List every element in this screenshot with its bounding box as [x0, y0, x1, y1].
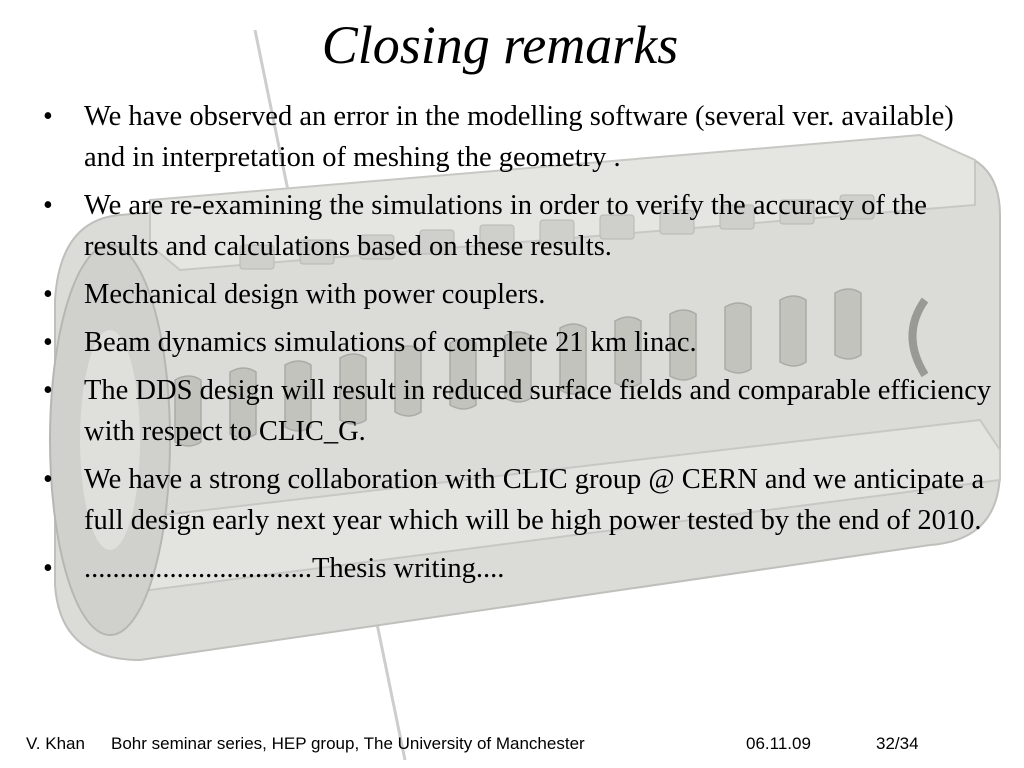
- bullet-glyph: •: [43, 553, 53, 584]
- slide-title: Closing remarks: [321, 15, 679, 75]
- bullet-text: The DDS design will result in reduced surface fields and comparable efficiency with respect to CLIC_G.: [84, 375, 992, 447]
- footer-page-number: 32/34: [876, 734, 919, 753]
- bullet-text: We have a strong collaboration with CLIC group @ CERN and we anticipate a full design early next year which will be high power tested by the end of 2010.: [84, 464, 985, 536]
- bullet-list: [40, 96, 1000, 596]
- bullet-item: [40, 322, 1000, 363]
- bullet-glyph: •: [43, 101, 53, 132]
- bullet-item: [40, 548, 1000, 589]
- bullet-text: We are re-examining the simulations in order to verify the accuracy of the results and calculations based on these results.: [84, 190, 927, 262]
- bullet-glyph: •: [43, 464, 53, 495]
- bullet-item: [40, 96, 1000, 178]
- bullet-item: [40, 185, 1000, 267]
- bullet-glyph: •: [43, 375, 53, 406]
- bullet-text: We have observed an error in the modelling software (several ver. available) and in interpretation of meshing the geometry .: [84, 101, 954, 173]
- footer-date: 06.11.09: [746, 734, 811, 753]
- bullet-text: ................................Thesis writing....: [84, 553, 505, 584]
- bullet-item: [40, 370, 1000, 452]
- bullet-item: [40, 459, 1000, 541]
- bullet-text: Mechanical design with power couplers.: [84, 279, 546, 310]
- slide-footer: [0, 734, 1024, 760]
- bullet-text: Beam dynamics simulations of complete 21 km linac.: [84, 327, 697, 358]
- footer-series: Bohr seminar series, HEP group, The University of Manchester: [111, 734, 585, 753]
- footer-author: V. Khan: [26, 734, 85, 753]
- bullet-item: [40, 274, 1000, 315]
- bullet-glyph: •: [43, 279, 53, 310]
- bullet-glyph: •: [43, 327, 53, 358]
- bullet-glyph: •: [43, 190, 53, 221]
